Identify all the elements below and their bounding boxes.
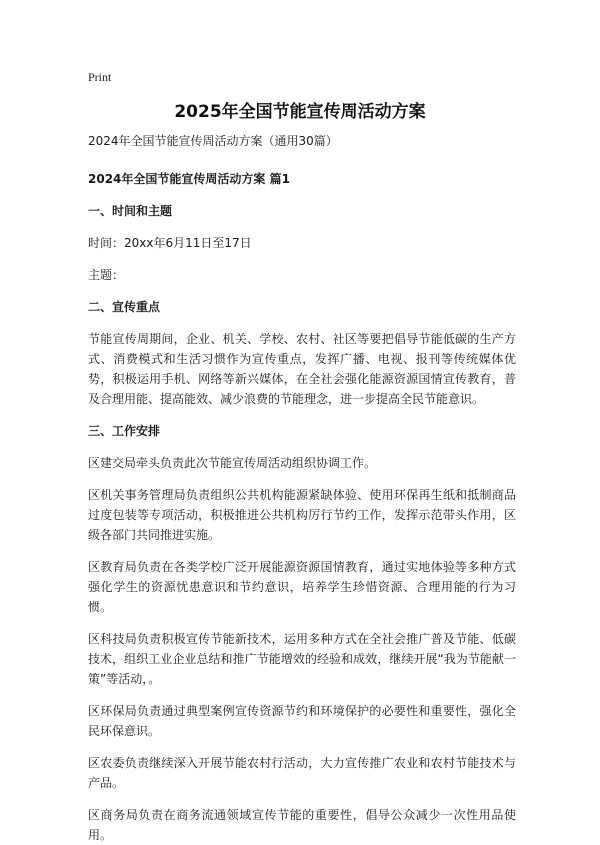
theme-line: 主题： <box>88 268 125 282</box>
section-heading-time-theme: 一、时间和主题 <box>88 204 173 218</box>
paragraph: 区农委负责继续深入开展节能农村行活动，大力宣传推广农业和农村节能技术与产品。 <box>88 756 516 790</box>
part-heading: 2024年全国节能宣传周活动方案 篇1 <box>88 172 290 186</box>
paragraph: 区科技局负责积极宣传节能新技术，运用多种方式在全社会推广普及节能、低碳技术，组织工业企业总结和推广节能增效的经验和成效，继续开展“我为节能献一策”等活动，。 <box>88 632 516 686</box>
paragraph: 区建交局牵头负责此次节能宣传周活动组织协调工作。 <box>88 456 377 470</box>
paragraph: 区机关事务管理局负责组织公共机构能源紧缺体验、使用环保再生纸和抵制商品过度包装等专项活动，积极推进公共机构厉行节约工作，发挥示范带头作用，区级各部门共同推进实施。 <box>88 488 516 542</box>
section-focus-body: 节能宣传周期间，企业、机关、学校、农村、社区等要把倡导节能低碳的生产方式、消费模式和生活习惯作为宣传重点，发挥广播、电视、报刊等传统媒体优势，积极运用手机、网络等新兴媒体，在全社会强化能源资源国情宣传教育，普及合理用能、提高能效、减少浪费的节能理念，进一步提高全民节能意识。 <box>88 332 516 406</box>
section-heading-arrangement: 三、工作安排 <box>88 424 161 438</box>
document-subtitle: 2024年全国节能宣传周活动方案（通用30篇） <box>88 134 338 148</box>
paragraph: 区商务局负责在商务流通领域宣传节能的重要性，倡导公众减少一次性用品使用。 <box>88 808 516 842</box>
section-heading-focus: 二、宣传重点 <box>88 300 161 314</box>
page-title: 2025年全国节能宣传周活动方案 <box>174 102 426 122</box>
time-line: 时间：20xx年6月11日至17日 <box>88 236 252 250</box>
paragraph: 区教育局负责在各类学校广泛开展能源资源国情教育，通过实地体验等多种方式强化学生的资源忧患意识和节约意识，培养学生珍惜资源、合理用能的行为习惯。 <box>88 560 516 614</box>
document-body <box>88 131 516 845</box>
paragraph: 区环保局负责通过典型案例宣传资源节约和环境保护的必要性和重要性，强化全民环保意识。 <box>88 704 516 738</box>
print-link[interactable]: Print <box>88 70 112 84</box>
